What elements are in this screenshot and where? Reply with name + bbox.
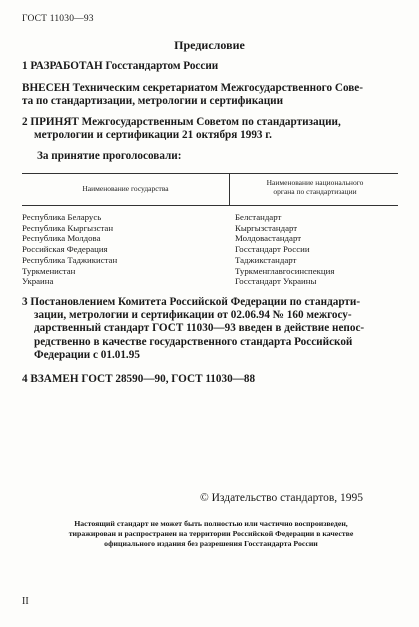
page-title: Предисловие xyxy=(174,38,245,52)
reproduction-notice xyxy=(30,519,392,549)
section-4-replaces: 4 ВЗАМЕН ГОСТ 28590—90, ГОСТ 11030—88 xyxy=(22,373,256,385)
header-line: Наименование национального xyxy=(266,178,364,187)
table-cell-state: Российская Федерация xyxy=(22,244,108,255)
table-cell-body: Таджикстандарт xyxy=(235,254,297,265)
body-list xyxy=(235,212,398,287)
table-cell-body: Белстандарт xyxy=(235,212,282,222)
table-header-rule xyxy=(22,205,398,206)
section-1-developed: 1 РАЗРАБОТАН Госстандартом России xyxy=(22,60,219,72)
standard-code: ГОСТ 11030—93 xyxy=(22,14,94,24)
header-line: органа по стандартизации xyxy=(273,187,357,196)
vote-heading: За принятие проголосовали: xyxy=(37,150,182,162)
notice-line: официального издания без разрешения Госстандарта России xyxy=(104,539,318,548)
table-cell-state: Республика Молдова xyxy=(22,233,101,244)
notice-line: тиражирован и распространен на территории Российской Федерации в качестве xyxy=(68,529,354,538)
table-cell-state: Туркменистан xyxy=(22,265,76,276)
text-line: метрологии и сертификации 21 октября 1993 г. xyxy=(34,129,272,141)
copyright-notice: © Издательство стандартов, 1995 xyxy=(200,492,364,504)
text-line: 3 Постановлением Комитета Российской Федерации по стандарти- xyxy=(22,296,361,308)
section-3-enacted xyxy=(22,296,402,362)
text-line: ВНЕСЕН Техническим секретариатом Межгосударственного Сове- xyxy=(22,82,363,94)
text-line: зации, метрологии и сертификации от 02.06.94 № 160 межгосу- xyxy=(34,309,352,322)
table-cell-state: Республика Таджикистан xyxy=(22,254,118,265)
section-1-introduced xyxy=(22,82,402,108)
table-column-divider xyxy=(229,173,230,205)
notice-line: Настоящий стандарт не может быть полностью или частично воспроизведен, xyxy=(74,519,348,528)
page-number: II xyxy=(22,596,29,607)
column-header-state: Наименование государства xyxy=(82,184,169,193)
text-line: та по стандартизации, метрологии и сертификации xyxy=(22,95,284,107)
table-top-rule xyxy=(22,173,398,174)
table-cell-body: Госстандарт Украины xyxy=(235,276,317,287)
table-cell-state: Украина xyxy=(22,276,54,287)
table-cell-body: Кыргызстандарт xyxy=(235,222,298,233)
text-line: Федерации с 01.01.95 xyxy=(34,348,140,361)
state-list xyxy=(22,212,222,287)
table-cell-body: Туркменглавгосинспекция xyxy=(235,265,335,276)
table-cell-state: Республика Кыргызстан xyxy=(22,222,114,233)
text-line: 2 ПРИНЯТ Межгосударственным Советом по стандартизации, xyxy=(22,116,341,128)
section-2-adopted xyxy=(22,116,402,142)
table-cell-body: Молдовастандарт xyxy=(235,233,302,244)
column-header-body xyxy=(232,178,398,196)
text-line: редственно в качестве государственного стандарта Российской xyxy=(34,335,353,348)
text-line: дарственный стандарт ГОСТ 11030—93 введен в действие непос- xyxy=(34,322,365,335)
table-cell-body: Госстандарт России xyxy=(235,244,310,255)
table-cell-state: Республика Беларусь xyxy=(22,212,102,222)
